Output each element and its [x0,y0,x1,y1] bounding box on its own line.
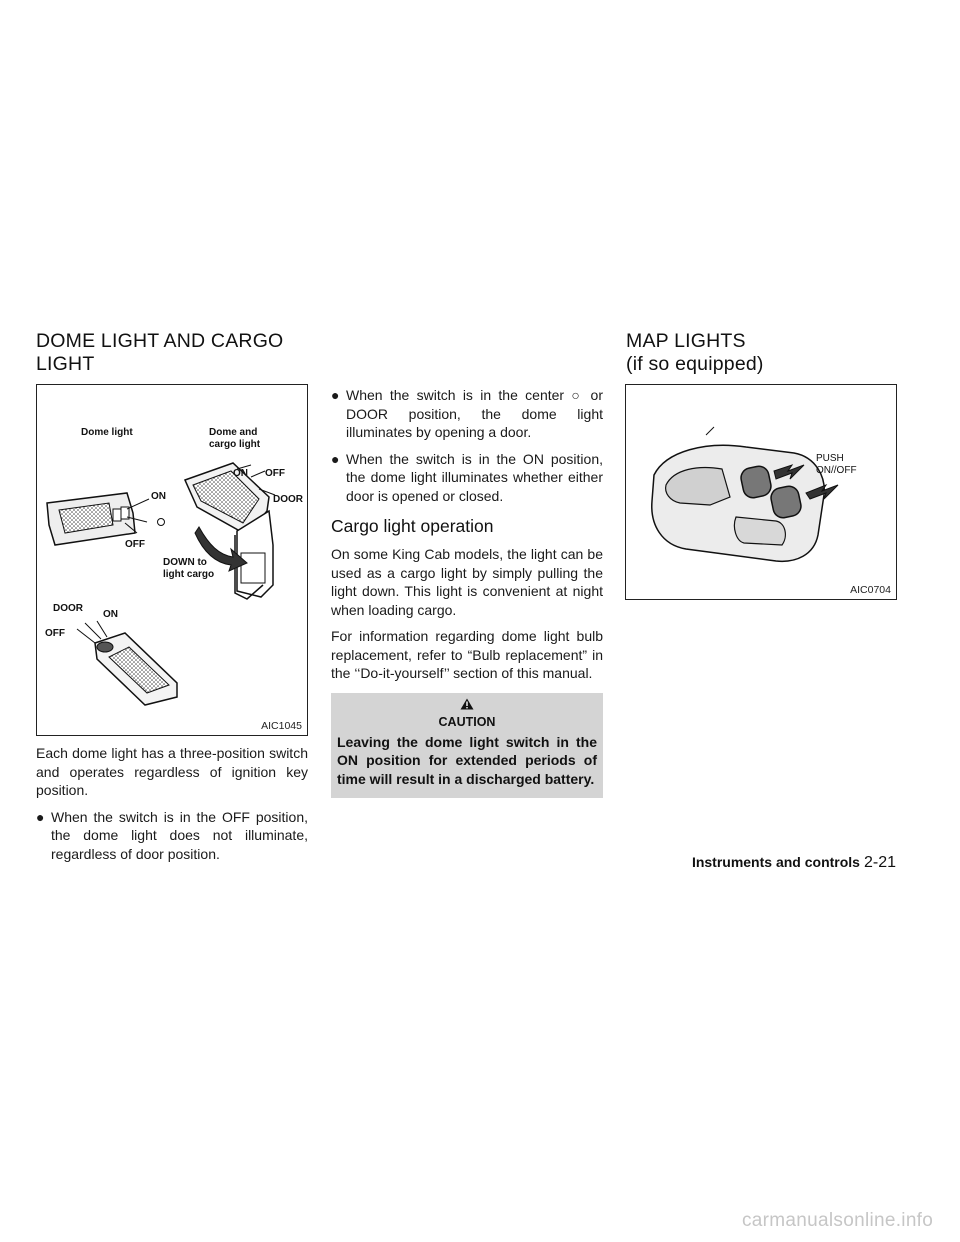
figure-code: AIC0704 [850,584,891,596]
bullet-icon: ● [331,450,340,467]
label-off-cargo: OFF [265,468,285,479]
caution-title: CAUTION [438,714,496,729]
caution-box [331,693,603,799]
figure-code: AIC1045 [261,720,302,732]
label-on-cargo: ON [233,468,248,479]
bullet-on-position [331,450,603,506]
section-heading-dome-light: DOME LIGHT AND CARGO LIGHT [36,330,284,375]
map-lights-figure [625,384,897,600]
label-off-dome: OFF [125,539,145,550]
bullet-text: When the switch is in the ON position, the dome light illuminates whether either door is opened or closed. [346,450,603,504]
footer-page-number: 2-21 [863,854,896,871]
bullet-center-position [331,386,603,442]
bullet-icon: ● [331,387,340,403]
label-off-bottom: OFF [45,628,65,639]
footer-section-title: Instruments and controls [691,854,860,870]
bulb-paragraph: For information regarding dome light bulb replacement, refer to “Bulb replacement” in the ‘‘Do-it-yourself’’ section of this manual. [331,628,603,681]
label-door-cargo: DOOR [273,494,303,505]
label-on-off: ON//OFF [816,465,857,476]
subheading-cargo-light: Cargo light operation [331,516,494,536]
label-dome-and-cargo-light: Dome and cargo light [209,427,261,450]
page-footer [620,854,896,872]
watermark: carmanualsonline.info [742,1210,934,1231]
caution-header [337,693,597,715]
dome-light-unit [47,493,165,545]
cargo-paragraph: On some King Cab models, the light can be used as a cargo light by simply pulling the light down. This light is convenient at night when loading cargo. [331,546,603,618]
warning-icon [460,698,474,710]
bullet-text: When the switch is in the center ○ or DOOR position, the dome light illuminates by opening a door. [346,387,603,440]
dome-light-figure [36,384,308,736]
middle-column-text [331,386,603,798]
section-heading-map-lights: MAP LIGHTS (if so equipped) [626,330,764,375]
label-push: PUSH [816,453,844,464]
intro-paragraph: Each dome light has a three-position switch and operates regardless of ignition key position. [36,745,308,798]
label-door-bottom: DOOR [53,603,83,614]
bullet-text: When the switch is in the OFF position, the dome light does not illuminate, regardless of door position. [51,808,308,862]
label-on-bottom: ON [103,609,118,620]
label-down-to-light-cargo: DOWN to light cargo [163,557,215,580]
left-column-text [36,744,308,863]
caution-text: Leaving the dome light switch in the ON position for extended periods of time will result in a discharged battery. [337,733,597,787]
label-on-dome: ON [151,491,166,502]
bullet-icon: ● [36,808,45,825]
map-lights-illustration [626,385,895,598]
bullet-off-position [36,808,308,864]
door-switch-light-unit [77,621,177,705]
label-dome-light: Dome light [81,427,133,438]
